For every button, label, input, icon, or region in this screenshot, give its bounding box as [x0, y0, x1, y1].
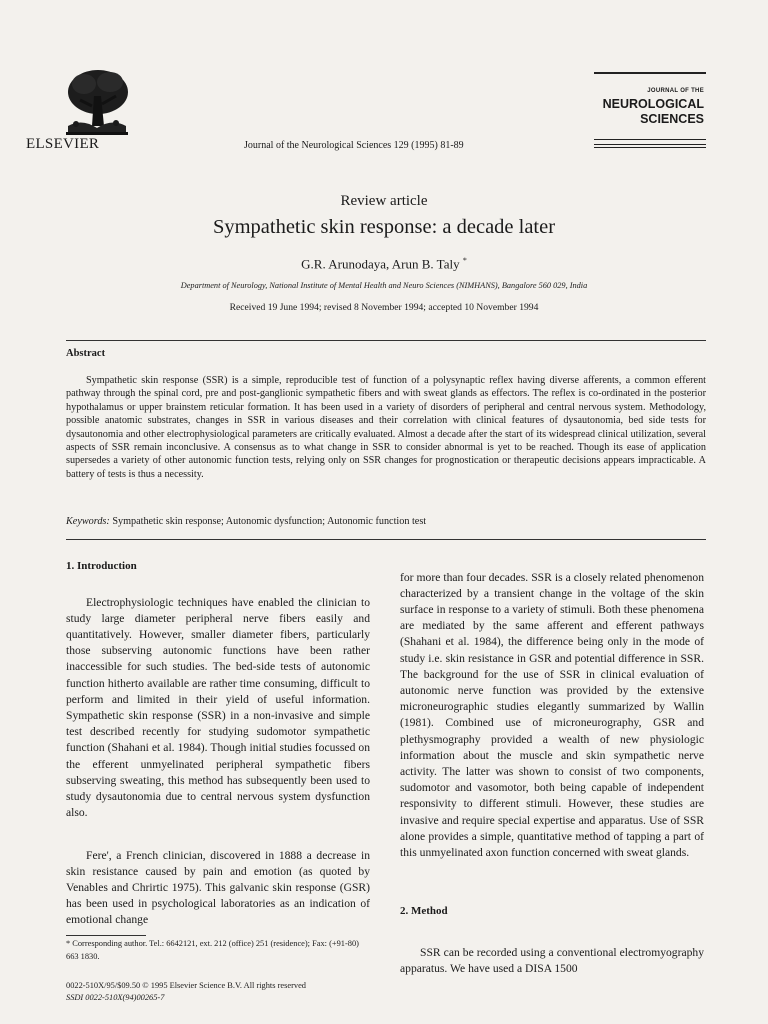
- article-type: Review article: [340, 193, 428, 209]
- method-heading: 2. Method: [400, 905, 448, 917]
- publisher-name: ELSEVIER: [26, 136, 100, 152]
- abstract-rule-top: [66, 340, 706, 341]
- article-authors: [0, 256, 768, 272]
- abstract-body: Sympathetic skin response (SSR) is a simple, reproducible test of function of a polysynaptic reflex having diverse afferents, a common efferent pathway through the spinal cord, pre and post-ganglionic sympathetic fibers and with sweat glands as effectors. The reflex is co-ordinated in the posterior hypothalamus or upper brainstem reticular formation. It has been used in a variety of disorders of peripheral and central nervous system. Methodology, possible anatomic substrates, changes in SSR in various diseases and their correlation with clinical features of dysautonomia, bed side tests for dysautonomia and other electrophysiological parameters are critically evaluated. Almost a decade after the start of its widespread clinical utilization, several aspects of SSR remain inconclusive. A consensus as to what change in SSR to consider abnormal is yet to be reached. Though its ease of application supersedes a variety of other autonomic function tests, relying only on SSR changes for prognostication or therapeutic decisions appears impracticable. A battery of tests is thus a necessity.: [66, 375, 706, 480]
- copyright-notice: [66, 980, 396, 1005]
- introduction-paragraph-2: Fere', a French clinician, discovered in 1888 a decrease in skin resistance caused by pain and emotion (as quoted by Venables and Chrirtic 1975). This galvanic skin response (GSR) has been used in psychological laboratories as an indication of emotional change: [66, 848, 370, 927]
- elsevier-logo: [62, 66, 132, 138]
- journal-name-line1: NEUROLOGICAL: [602, 97, 704, 111]
- author-affiliation: Department of Neurology, National Institute of Mental Health and Neuro Sciences (NIMHANS), Bangalore 560 029, India: [180, 281, 588, 290]
- abstract-heading: Abstract: [66, 348, 106, 359]
- journal-rule-bottom: [594, 147, 706, 148]
- introduction-paragraph-1: Electrophysiologic techniques have enabled the clinician to study large diameter peripheral nerve fibers easily and quantitatively. However, smaller diameter fibers, particularly those subserving autonomic functions have been rather inaccessible for such studies. The bed-side tests of autonomic function hitherto available are rather time consuming, difficult to perform and limited in their yield of useful information. Sympathetic skin response (SSR) in a non-invasive and simple test described recently for studying sudomotor sympathetic function (Shahani et al. 1984). Though initial studies focussed on the efferent unmyelinated peripheral sympathetic fibers subserving sweating, this method has subsequently been used to study dysautonomia due to central nervous system dysfunction also.: [66, 595, 370, 820]
- author-names: G.R. Arunodaya, Arun B. Taly: [301, 256, 460, 272]
- keywords-list: Sympathetic skin response; Autonomic dysfunction; Autonomic function test: [112, 516, 427, 527]
- journal-name: [560, 97, 704, 127]
- journal-rule-top: [594, 72, 706, 74]
- journal-name-line2: SCIENCES: [640, 112, 704, 126]
- journal-rule-double: [594, 139, 706, 145]
- abstract-rule-bottom: [66, 539, 706, 540]
- article-title: Sympathetic skin response: a decade later: [212, 216, 556, 238]
- received-dates: Received 19 June 1994; revised 8 November 1994; accepted 10 November 1994: [229, 302, 539, 313]
- journal-citation: Journal of the Neurological Sciences 129 (1995) 81-89: [244, 140, 464, 151]
- journal-prefix: JOURNAL OF THE: [647, 88, 704, 94]
- copyright-line: 0022-510X/95/$09.50 © 1995 Elsevier Science B.V. All rights reserved: [66, 981, 306, 990]
- method-paragraph-1: SSR can be recorded using a conventional electromyography apparatus. We have used a DISA 1500: [400, 945, 704, 975]
- keywords-label: Keywords:: [66, 516, 110, 527]
- keywords: [66, 516, 426, 527]
- introduction-heading: 1. Introduction: [66, 560, 137, 572]
- corresponding-author-mark: *: [462, 256, 467, 265]
- footnote-rule: [66, 935, 146, 936]
- ssdi-line: SSDI 0022-510X(94)00265-7: [66, 993, 165, 1003]
- corresponding-author-footnote: * Corresponding author. Tel.: 6642121, ext. 212 (office) 251 (residence); Fax: (+91-80) 663 1830.: [66, 939, 359, 961]
- introduction-paragraph-3: for more than four decades. SSR is a closely related phenomenon characterized by a transient change in the voltage of the skin surface in response to a variety of stimuli. Both these phenomena are mediated by the same afferent and efferent pathways (Shahani et al. 1984), the difference being only in the mode of study i.e. skin resistance in GSR and potential difference in SSR. The background for the use of SSR in clinical evaluation of autonomic nerve function was provided by the extensive microneurographic studies elegantly summarized by Wallin (1981). Combined use of microneurography, GSR and plethysmography provided a wealth of new physiologic information about the muscle and skin sympathetic nerve activity. The latter was shown to consist of two components, sudomotor and vasomotor, both being capable of independent responsivity to different stimuli. However, these studies are invasive and require special expertise and apparatus. Use of SSR alone provides a simple, quantitative method of tapping a part of this unmyelinated axon function concerned with sweat glands.: [400, 570, 704, 860]
